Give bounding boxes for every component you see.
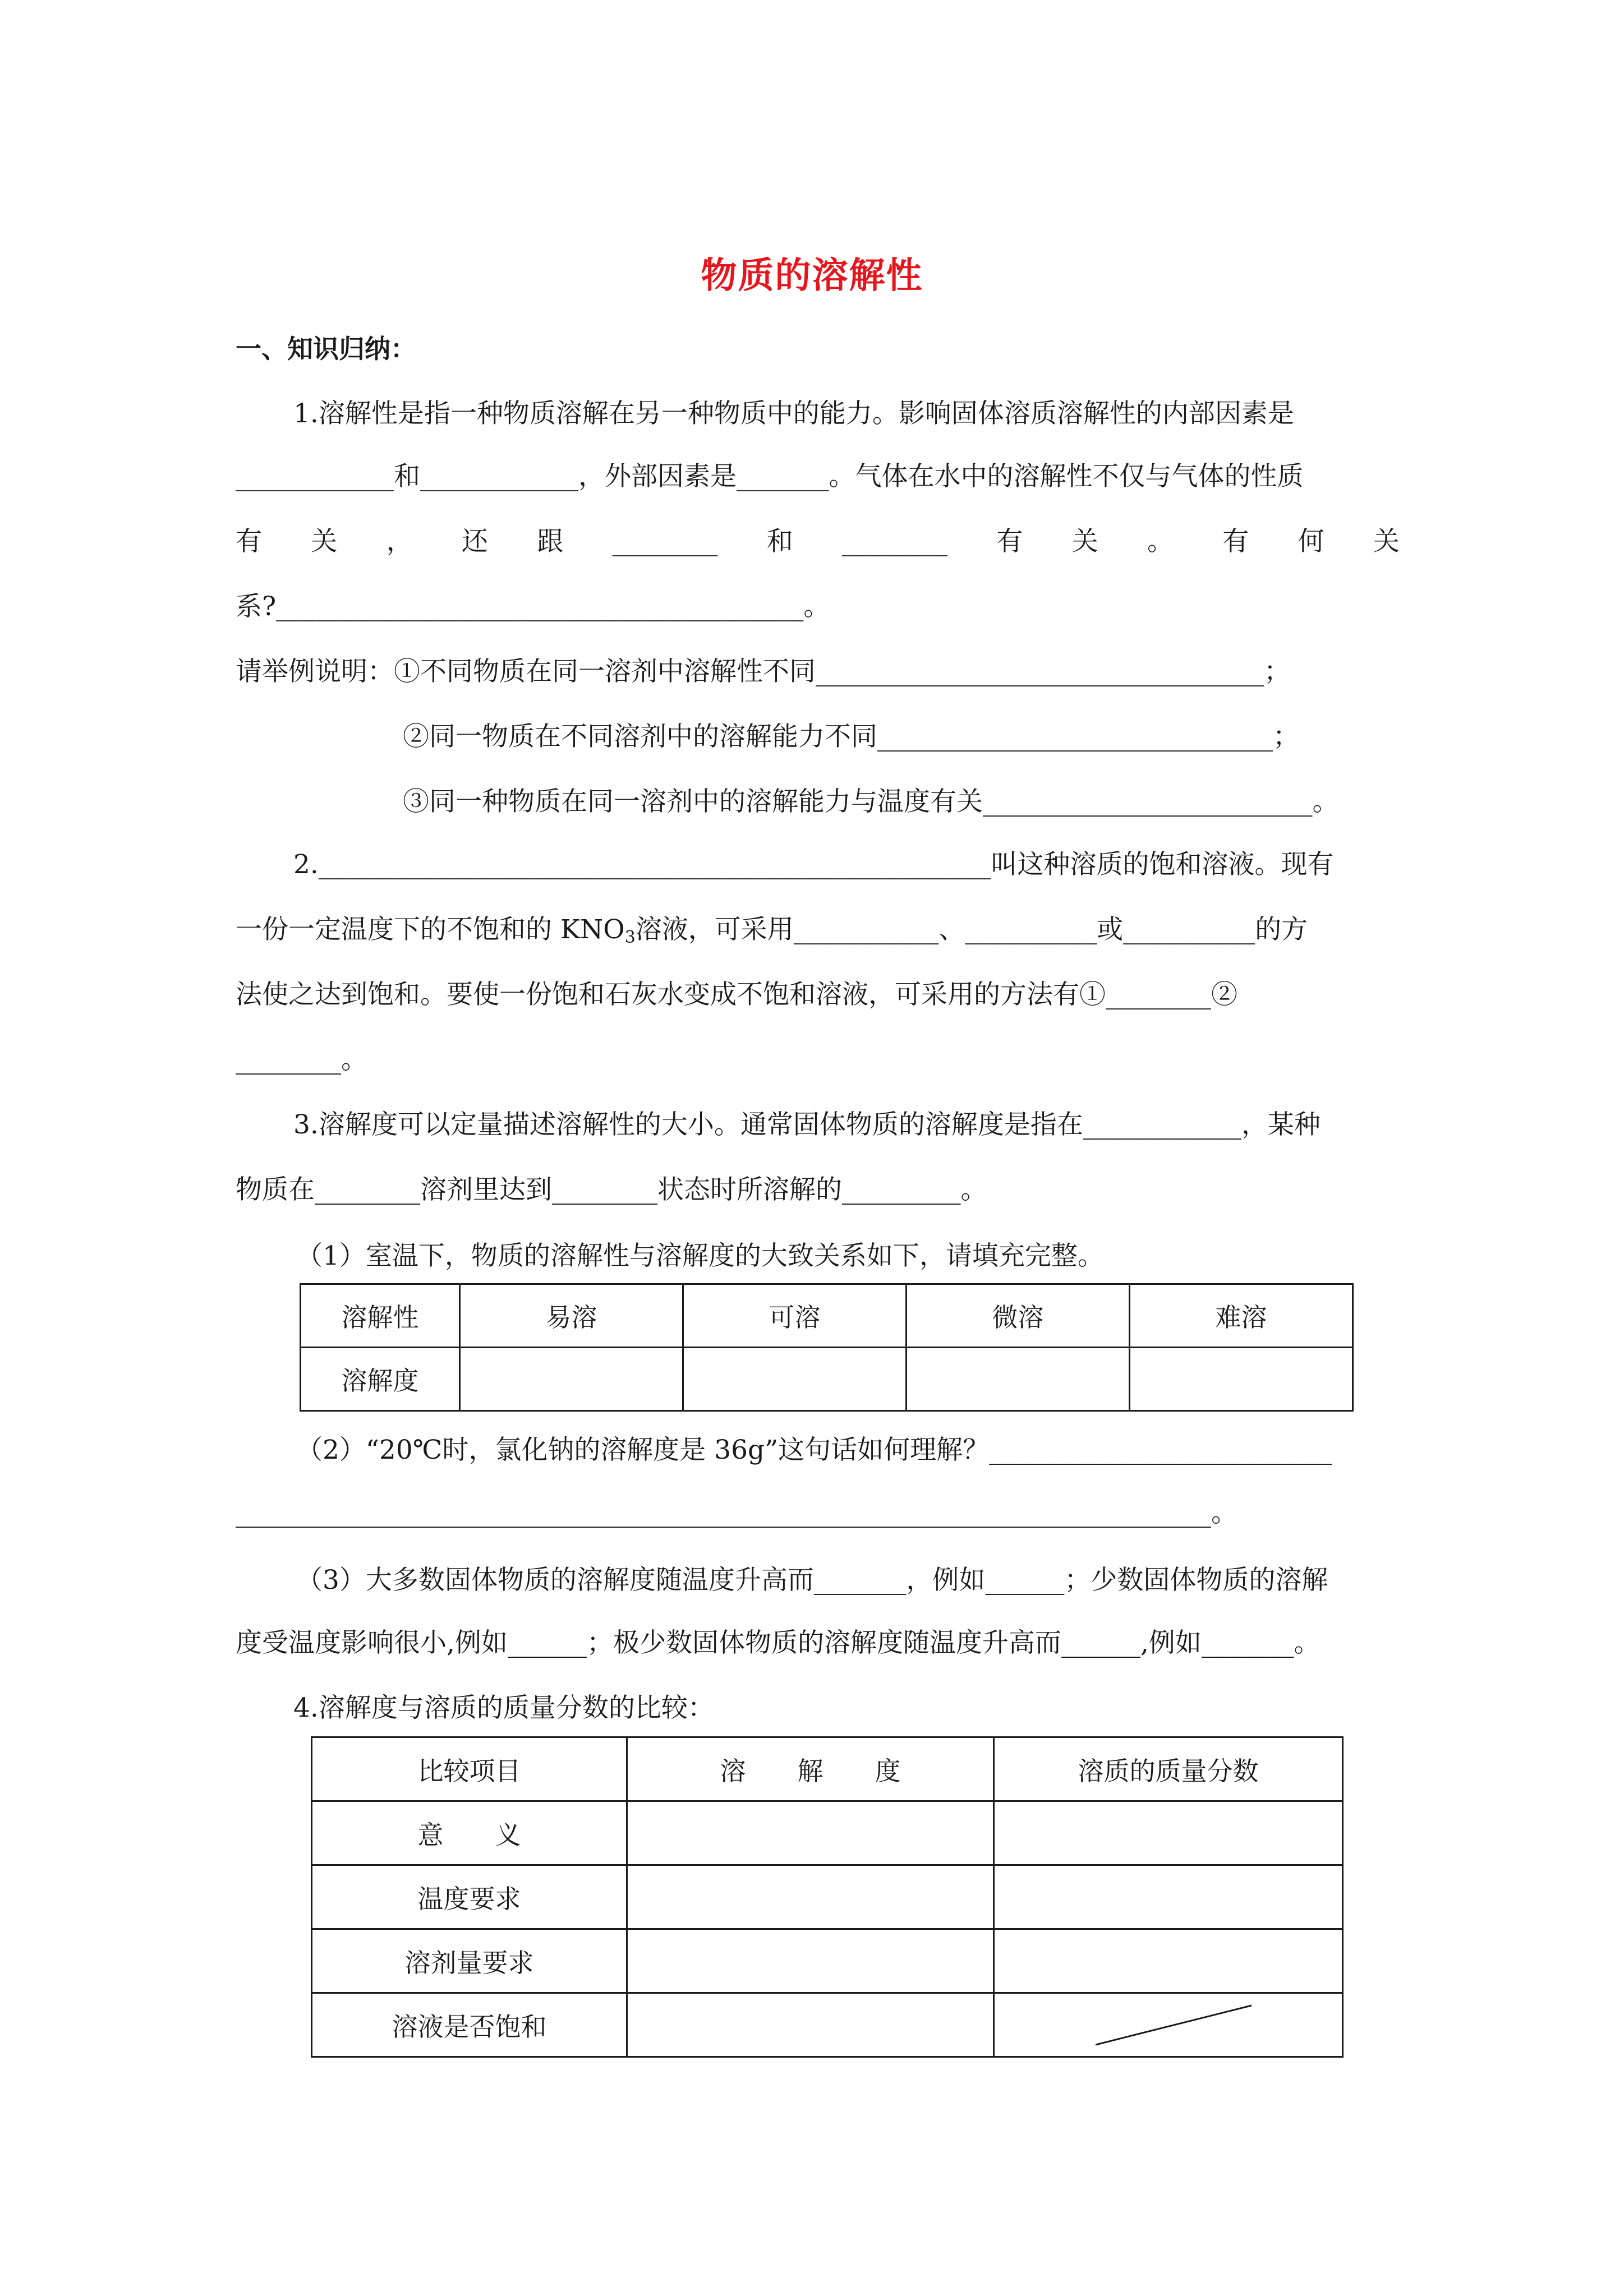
q1-line-3-word: 有 xyxy=(1222,526,1249,557)
table-cell-empty xyxy=(627,1929,994,1993)
q2-line-2-text: 一份一定温度下的不饱和的 KNO xyxy=(236,914,625,945)
q2-line-1: 2.___________________________________________________叫这种溶质的饱和溶液。现有 xyxy=(293,849,1334,880)
table-cell: 溶解性 xyxy=(301,1284,460,1348)
table-cell-empty xyxy=(683,1348,907,1411)
q1-blank: ________ xyxy=(612,526,718,557)
q3-sub-3-line-2: 度受温度影响很小,例如______；极少数固体物质的溶解度随温度升高而______,例如_______。 xyxy=(236,1628,1321,1658)
subscript: 3 xyxy=(624,928,636,947)
q2-line-2 xyxy=(236,913,1400,947)
table-header-cell: 溶 解 度 xyxy=(627,1737,994,1801)
comparison-table xyxy=(311,1736,1344,2058)
section-heading-knowledge: 一、知识归纳： xyxy=(236,334,416,364)
q1-line-3-word: 何 xyxy=(1298,526,1324,557)
q1-line-3-word: 关 xyxy=(1071,526,1098,557)
table-cell: 易溶 xyxy=(460,1284,683,1348)
table-cell: 意 义 xyxy=(312,1801,627,1865)
table-cell-empty xyxy=(994,1801,1343,1865)
table-cell: 溶液是否饱和 xyxy=(312,1993,627,2057)
table-row xyxy=(301,1348,1353,1411)
table-cell-empty xyxy=(627,1993,994,2057)
table-header-cell: 溶质的质量分数 xyxy=(994,1737,1343,1801)
q1-line-3-word: 有 xyxy=(996,526,1023,557)
example-3: ③同一种物质在同一溶剂中的溶解能力与温度有关_________________________。 xyxy=(403,786,1339,817)
q1-line-1: 1.溶解性是指一种物质溶解在另一种物质中的能力。影响固体溶质溶解性的内部因素是 xyxy=(293,398,1294,429)
q3-line-2: 物质在________溶剂里达到________状态时所溶解的_________。 xyxy=(236,1174,987,1205)
table-cell: 溶剂量要求 xyxy=(312,1929,627,1993)
q3-sub-2-line-2: __________________________________________________________________________。 xyxy=(236,1497,1237,1528)
q4-heading: 4.溶解度与溶质的质量分数的比较： xyxy=(293,1693,714,1723)
q2-line-4: ________。 xyxy=(236,1044,367,1075)
q1-example-line xyxy=(236,655,1400,689)
table-cell-empty xyxy=(627,1865,994,1929)
q1-line-3-word: 还 xyxy=(461,526,488,557)
q3-sub-3-line-1: （3）大多数固体物质的溶解度随温度升高而_______，例如______；少数固体物质的溶解 xyxy=(296,1565,1328,1596)
q2-line-3: 法使之达到饱和。要使一份饱和石灰水变成不饱和溶液，可采用的方法有①________② xyxy=(236,979,1237,1010)
table-cell: 温度要求 xyxy=(312,1865,627,1929)
q1-line-3-word: 和 xyxy=(766,526,793,557)
q3-sub-2-line-1: （2）“20℃时，氯化钠的溶解度是 36g”这句话如何理解？__________________________ xyxy=(296,1435,1332,1465)
table-row xyxy=(301,1284,1353,1348)
q1-line-3 xyxy=(236,525,1400,559)
q1-line-3-word: 关 xyxy=(311,526,338,557)
example-2: ②同一物质在不同溶剂中的溶解能力不同______________________________； xyxy=(403,721,1299,752)
table-cell-slashed xyxy=(994,1993,1343,2057)
q1-line-3-word: 有 xyxy=(236,526,262,557)
q1-line-3-word: 关 xyxy=(1373,526,1400,557)
q1-line-3-word: 。 xyxy=(1147,526,1174,557)
table-cell-empty xyxy=(1130,1348,1353,1411)
table-cell: 溶解度 xyxy=(301,1348,460,1411)
q1-line-3-word: 跟 xyxy=(537,526,564,557)
table-row xyxy=(312,1801,1343,1865)
table-cell-empty xyxy=(907,1348,1130,1411)
table-cell: 微溶 xyxy=(907,1284,1130,1348)
example-label: 请举例说明： xyxy=(236,656,394,687)
q3-line-1: 3.溶解度可以定量描述溶解性的大小。通常固体物质的溶解度是指在____________，某种 xyxy=(293,1109,1321,1140)
table-row xyxy=(312,1993,1343,2057)
table-cell: 难溶 xyxy=(1130,1284,1353,1348)
table-cell-empty xyxy=(460,1348,683,1411)
q2-line-2-text-2: 溶液，可采用___________、__________或__________的方 xyxy=(635,914,1308,945)
slash-mark xyxy=(1096,2002,1253,2047)
solubility-table xyxy=(300,1283,1354,1412)
table-row xyxy=(312,1929,1343,1993)
table-cell-empty xyxy=(994,1865,1343,1929)
table-header-cell: 比较项目 xyxy=(312,1737,627,1801)
q1-line-3-word: ， xyxy=(386,526,413,557)
q1-blank: ________ xyxy=(842,526,948,557)
table-cell: 可溶 xyxy=(683,1284,907,1348)
q1-line-2: ____________和____________，外部因素是_______。气体在水中的溶解性不仅与气体的性质 xyxy=(236,461,1304,492)
table-cell-empty xyxy=(994,1929,1343,1993)
table-row xyxy=(312,1865,1343,1929)
q1-line-4: 系?________________________________________。 xyxy=(236,591,830,622)
q3-sub-1: （1）室温下，物质的溶解性与溶解度的大致关系如下，请填充完整。 xyxy=(296,1241,1104,1271)
example-1: ①不同物质在同一溶剂中溶解性不同__________________________________； xyxy=(394,656,1290,687)
table-header-row xyxy=(312,1737,1343,1801)
page-title: 物质的溶解性 xyxy=(701,255,923,297)
table-cell-empty xyxy=(627,1801,994,1865)
